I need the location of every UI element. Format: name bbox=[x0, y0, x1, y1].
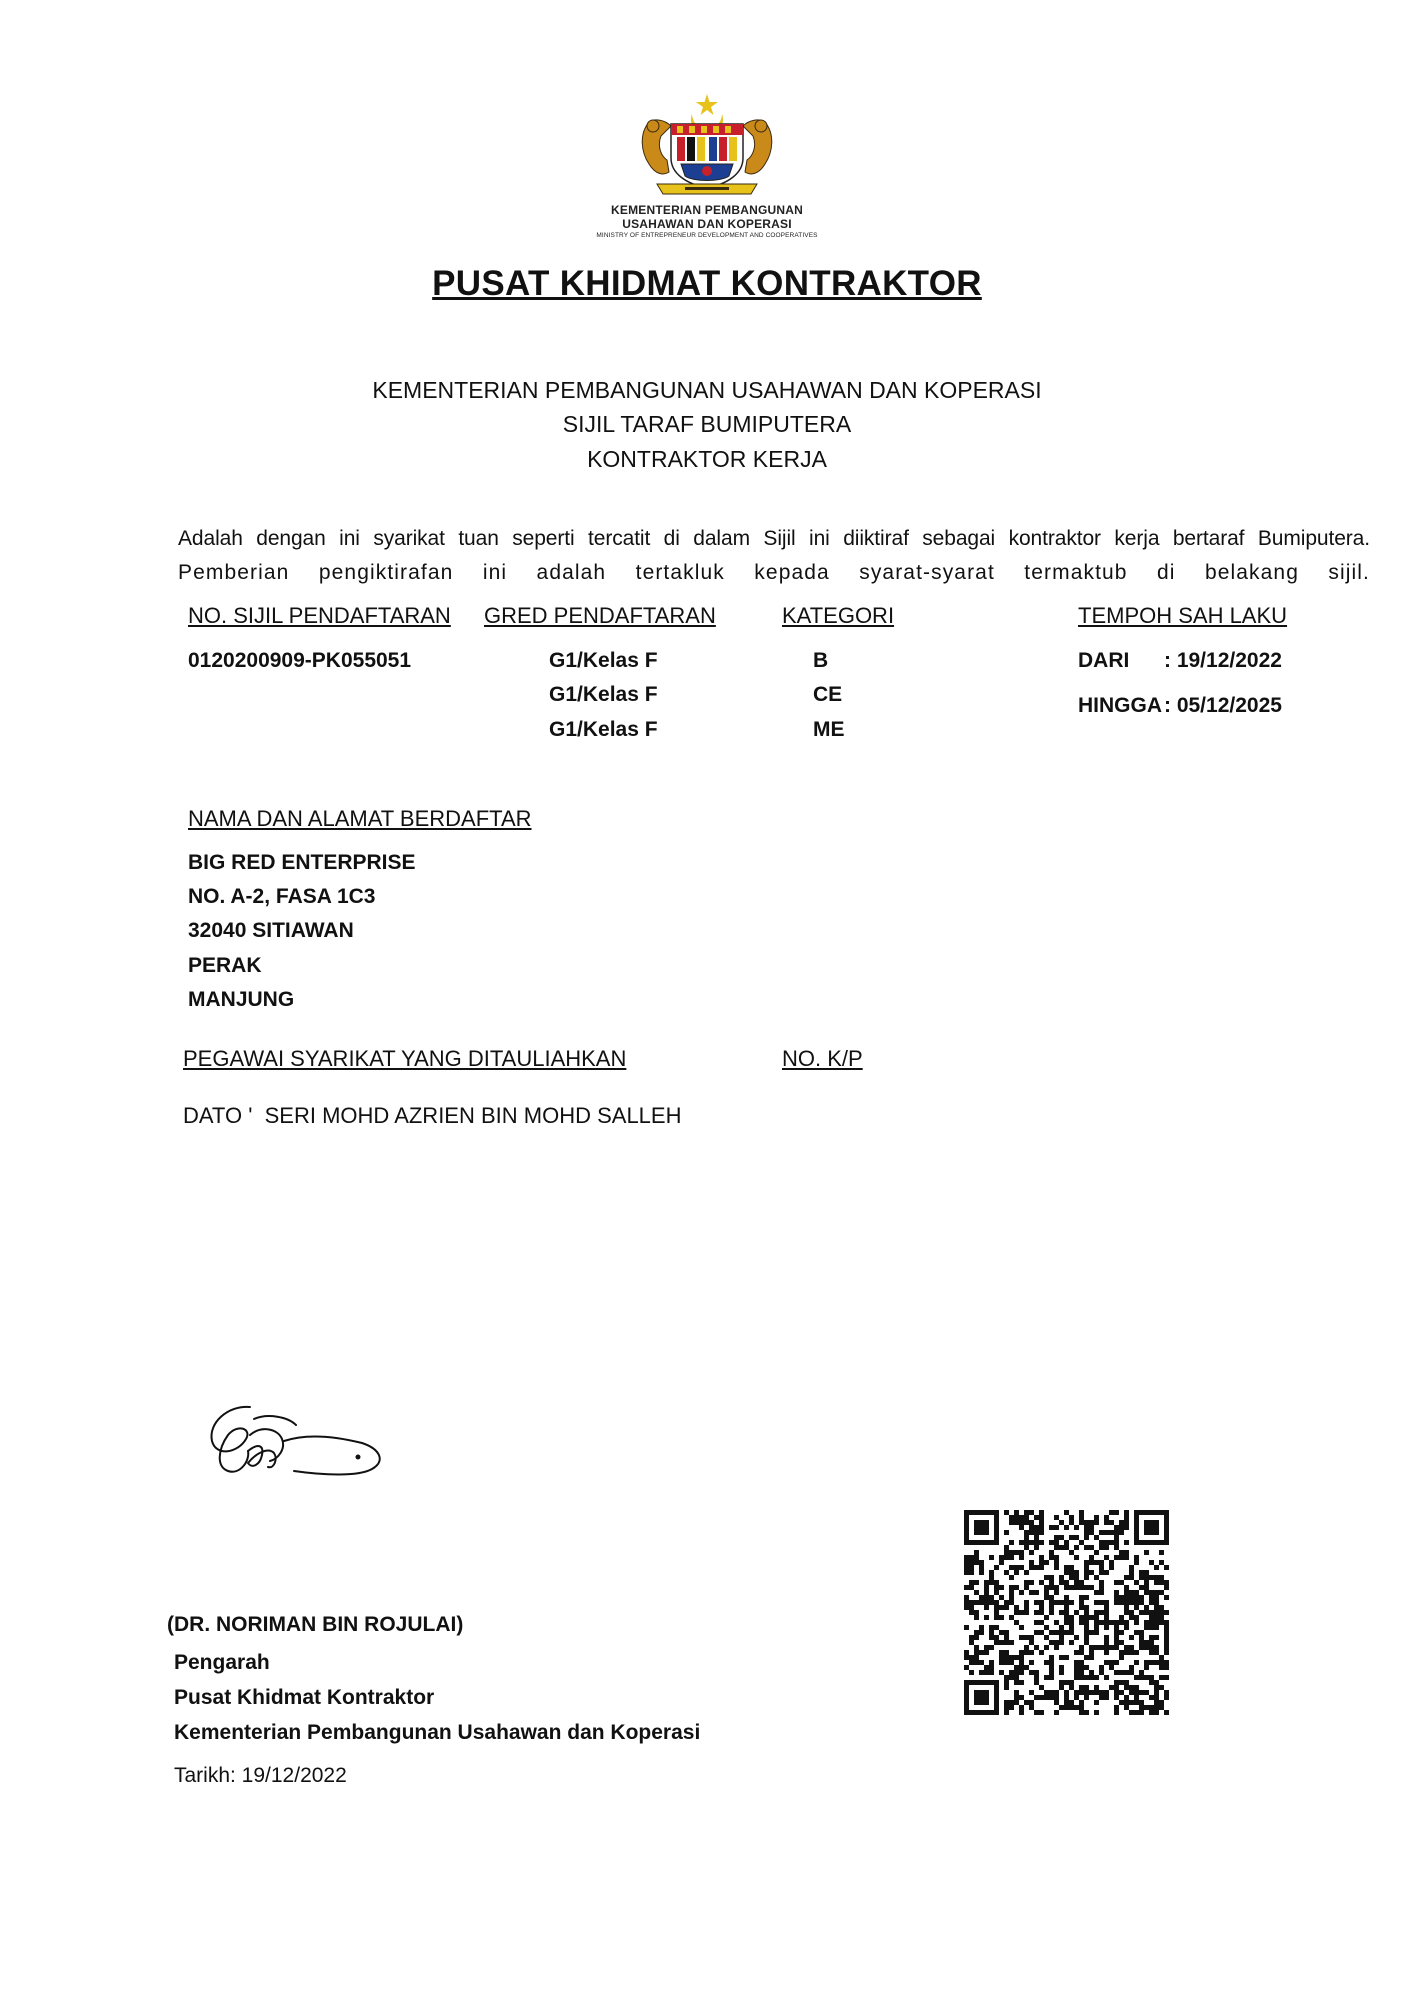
header-kp: NO. K/P bbox=[782, 1046, 863, 1071]
company-name: BIG RED ENTERPRISE bbox=[188, 851, 416, 874]
signatory-name: (DR. NORIMAN BIN ROJULAI) bbox=[167, 1613, 464, 1636]
validity-to-label: HINGGA bbox=[1078, 694, 1162, 717]
subhead-contractor-type: KONTRAKTOR KERJA bbox=[587, 446, 827, 472]
malaysia-coat-of-arms-icon bbox=[637, 92, 777, 200]
intro-line1: Adalah dengan ini syarikat tuan seperti tercatit di dalam Sijil ini diiktiraf sebagai kontraktor kerja bertaraf Bumiputera. bbox=[178, 527, 1370, 550]
signatory-department: Pusat Khidmat Kontraktor bbox=[174, 1686, 435, 1709]
company-address-line2: 32040 SITIAWAN bbox=[188, 919, 354, 942]
kategori-value-3: ME bbox=[813, 718, 845, 741]
company-address-line1: NO. A-2, FASA 1C3 bbox=[188, 885, 376, 908]
ministry-logo-line3: MINISTRY OF ENTREPRENEUR DEVELOPMENT AND COOPERATIVES bbox=[596, 232, 818, 239]
gred-value-2: G1/Kelas F bbox=[549, 683, 658, 706]
issue-date: Tarikh: 19/12/2022 bbox=[174, 1764, 347, 1787]
header-officer: PEGAWAI SYARIKAT YANG DITAULIAHKAN bbox=[183, 1046, 627, 1071]
signatory-title: Pengarah bbox=[174, 1651, 270, 1674]
company-address-line3: PERAK bbox=[188, 954, 262, 977]
header-kategori: KATEGORI bbox=[782, 603, 895, 628]
ministry-logo-line1: KEMENTERIAN PEMBANGUNAN bbox=[611, 203, 803, 217]
company-address-line4: MANJUNG bbox=[188, 988, 295, 1011]
subhead-ministry: KEMENTERIAN PEMBANGUNAN USAHAWAN DAN KOPERASI bbox=[372, 377, 1042, 403]
validity-from-value: : 19/12/2022 bbox=[1164, 649, 1282, 672]
kategori-value-1: B bbox=[813, 649, 829, 672]
header-company: NAMA DAN ALAMAT BERDAFTAR bbox=[188, 806, 532, 831]
no-sijil-value: 0120200909-PK055051 bbox=[188, 649, 412, 672]
qr-code-icon bbox=[964, 1510, 1169, 1715]
intro-line2: Pemberian pengiktirafan ini adalah tertakluk kepada syarat-syarat termaktub di belakang sijil. bbox=[178, 561, 1370, 584]
kategori-value-2: CE bbox=[813, 683, 843, 706]
header-no-sijil: NO. SIJIL PENDAFTARAN bbox=[188, 603, 451, 628]
header-tempoh: TEMPOH SAH LAKU bbox=[1078, 603, 1288, 628]
signatory-ministry: Kementerian Pembangunan Usahawan dan Koperasi bbox=[174, 1721, 701, 1744]
ministry-logo-line2: USAHAWAN DAN KOPERASI bbox=[622, 217, 792, 231]
validity-from-label: DARI bbox=[1078, 649, 1130, 672]
gred-value-1: G1/Kelas F bbox=[549, 649, 658, 672]
gred-value-3: G1/Kelas F bbox=[549, 718, 658, 741]
signature-image bbox=[198, 1395, 398, 1510]
page-title: PUSAT KHIDMAT KONTRAKTOR bbox=[432, 264, 982, 303]
validity-to-value: : 05/12/2025 bbox=[1164, 694, 1282, 717]
officer-name: DATO ' SERI MOHD AZRIEN BIN MOHD SALLEH bbox=[183, 1103, 682, 1128]
header-gred: GRED PENDAFTARAN bbox=[484, 603, 716, 628]
subhead-certificate: SIJIL TARAF BUMIPUTERA bbox=[562, 411, 852, 437]
